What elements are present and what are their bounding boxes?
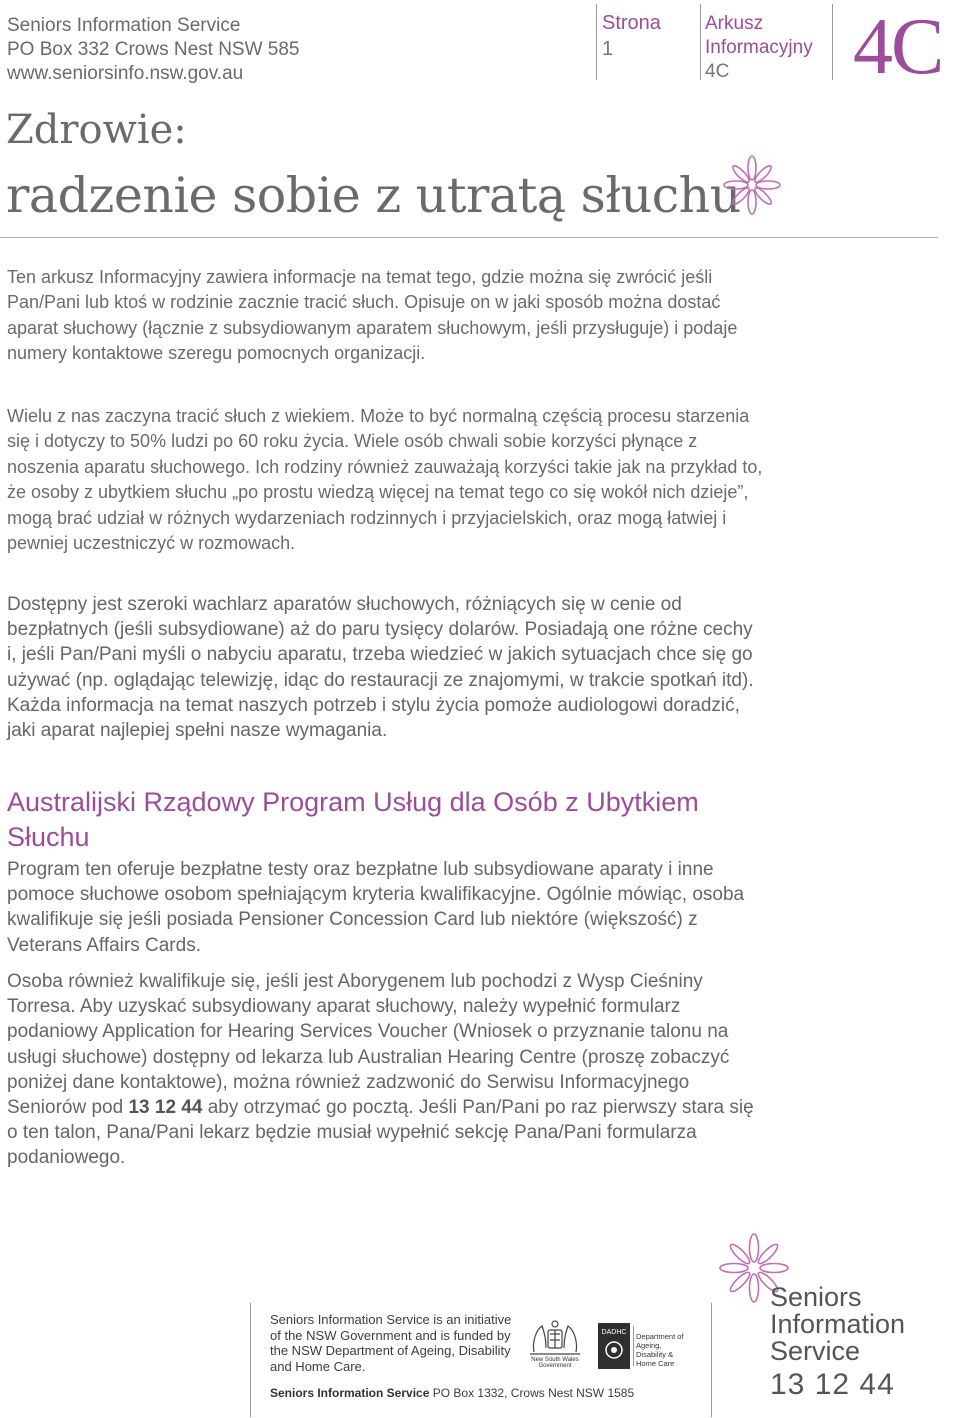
logo-line1: Seniors <box>770 1282 862 1312</box>
header-divider <box>700 4 701 80</box>
dadhc-abbr: DADHC <box>601 1329 627 1336</box>
logo-line3: Service <box>770 1336 861 1366</box>
footer-address-org: Seniors Information Service <box>270 1386 430 1400</box>
org-name: Seniors Information Service <box>7 15 241 36</box>
footer-address <box>270 1386 634 1400</box>
sheet-label-line1: Arkusz <box>705 13 764 34</box>
footer-address-rest: PO Box 1332, Crows Nest NSW 1585 <box>429 1386 635 1400</box>
paragraph-program-eligibility: Program ten oferuje bezpłatne testy oraz bezpłatne lub subsydiowane aparaty i inne pomoce słuchowe osobom spełniającym kryteria kwalifikacyjne. Ogólnie mówiąc, osoba kwalifikuje się jeśli posiada Pensioner Concession Card lub niektóre (większość) z Veterans Affairs Cards. <box>7 859 745 956</box>
voucher-text-after: aby otrzymać go pocztą. Jeśli Pan/Pani po raz pierwszy stara się o ten talon, Pana/Pani lekarz będzie musiał wypełnić sekcję Pana/Pani formularza podaniowego. <box>7 1097 754 1169</box>
footer-divider <box>711 1303 712 1417</box>
nsw-crest-icon <box>526 1318 584 1358</box>
logo-line2: Information <box>770 1309 906 1339</box>
header-divider <box>596 4 597 80</box>
seniors-logo-wordmark <box>770 1284 905 1365</box>
sheet-code-small: 4C <box>705 61 730 82</box>
info-phone-number: 13 12 44 <box>128 1097 203 1119</box>
dadhc-emblem-icon <box>603 1339 625 1361</box>
intro-paragraph: Ten arkusz Informacyjny zawiera informacje na temat tego, gdzie można się zwrócić jeśli Pan/Pani lub ktoś w rodzinie zacznie tracić słuch. Opisuje on w jaki sposób można dostać aparat słuchowy (łącznie z subsydiowanym aparatem słuchowym, jeśli przysługuje) i podaje numery kontaktowe szeregu pomocnych organizacji. <box>7 267 738 364</box>
voucher-text-before: Osoba również kwalifikuje się, jeśli jest Aborygenem lub pochodzi z Wysp Cieśniny Torresa. Aby uzyskać subsydiowany aparat słuchowy, należy wypełnić formularz podaniowy Application for Hearing Services Voucher (Wniosek o przyznanie talonu na usługi słuchowe) dostępny od lekarza lub Australian Hearing Centre (proszę zobaczyć poniżej dane kontaktowe), można również zadzwonić do Serwisu Informacyjnego Seniorów pod <box>7 971 730 1119</box>
dadhc-divider <box>633 1326 634 1366</box>
org-website[interactable]: www.seniorsinfo.nsw.gov.au <box>7 63 244 84</box>
dadhc-department-name: Department of Ageing, Disability & Home Care <box>636 1332 684 1368</box>
paragraph-voucher-application <box>7 969 767 1171</box>
nsw-government-label: New South Wales Government <box>531 1357 579 1369</box>
footer-funding-statement: Seniors Information Service is an initiative of the NSW Government and is funded by the NSW Department of Ageing, Disability and Home Care. <box>270 1312 512 1374</box>
header-divider <box>832 4 833 80</box>
page-title-line1: Zdrowie: <box>6 107 187 153</box>
dadhc-logo <box>598 1323 630 1369</box>
section-heading: Australijski Rządowy Program Usług dla Osób z Ubytkiem Słuchu <box>7 787 699 852</box>
page-number: 1 <box>602 38 614 60</box>
logo-phone-number: 13 12 44 <box>770 1368 895 1401</box>
sheet-label <box>705 12 813 84</box>
page-label: Strona <box>602 12 661 34</box>
paragraph-hearing-aids-range: Dostępny jest szeroki wachlarz aparatów słuchowych, różniących się w cenie od bezpłatnych (jeśli subsydiowane) aż do paru tysięcy dolarów. Posiadają one różne cechy i, jeśli Pan/Pani myśli o nabyciu aparatu, trzeba wiedzieć w jakich sytuacjach chce się go używać (np. oglądając telewizję, idąc do restauracji ze znajomymi, w trakcie spotkań itd). Każda informacja na temat naszych potrzeb i stylu życia pomoże audiologowi doradzić, jaki aparat najlepiej spełni nasze wymagania. <box>7 594 754 742</box>
paragraph-hearing-loss-age: Wielu z nas zaczyna tracić słuch z wiekiem. Może to być normalną częścią procesu starzenia się i dotyczy to 50% ludzi po 60 roku życia. Wiele osób chwali sobie korzyści płynące z noszenia aparatu słuchowego. Ich rodziny również zauważają korzyści takie jak na przykład to, że osoby z ubytkiem słuchu „po prostu wiedzą więcej na temat tego co się wokół nich dzieje”, mogą brać udział w różnych wydarzeniach rodzinnych i przyjacielskich, oraz mogą łatwiej i pewniej uczestniczyć w rozmowach. <box>7 406 763 554</box>
sheet-code-large: 4C <box>853 3 943 91</box>
page-title-line2: radzenie sobie z utratą słuchu <box>6 167 741 224</box>
title-divider <box>0 237 938 238</box>
org-postal-address: PO Box 332 Crows Nest NSW 585 <box>7 39 300 60</box>
flower-icon <box>722 154 782 216</box>
page-indicator <box>602 10 661 62</box>
footer-divider <box>250 1303 251 1417</box>
organization-address <box>7 14 300 86</box>
sheet-label-line2: Informacyjny <box>705 37 813 58</box>
